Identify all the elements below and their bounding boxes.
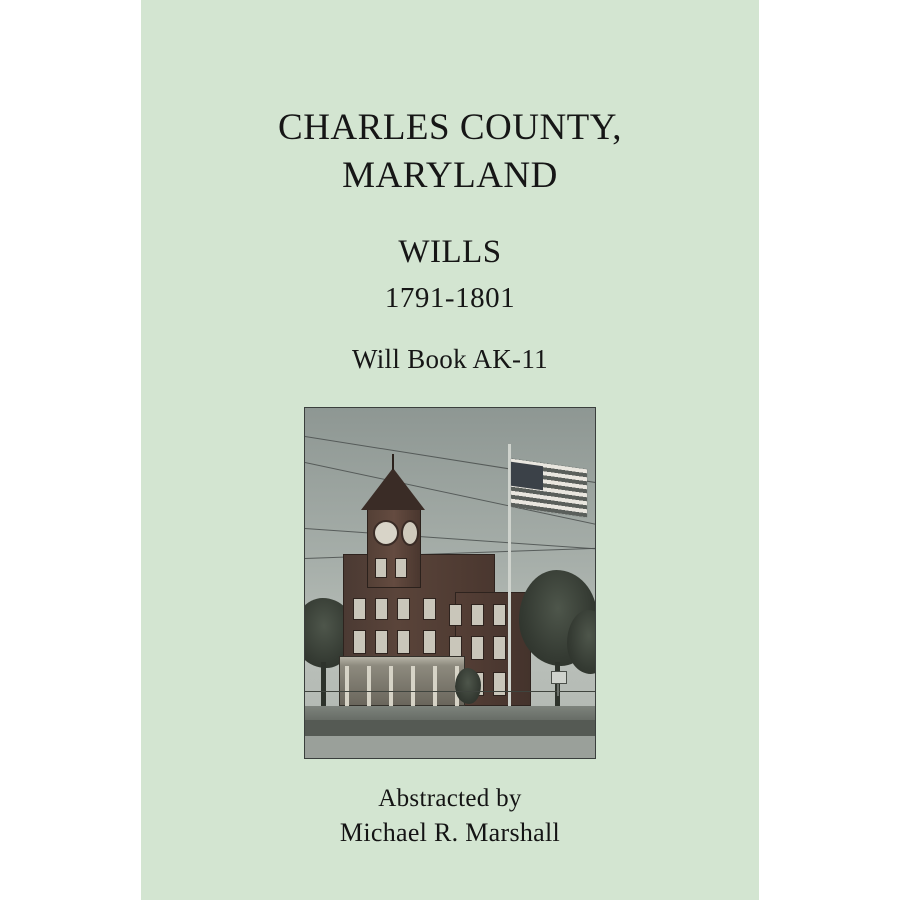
clock-face-icon: [373, 520, 399, 546]
porch-column: [367, 666, 371, 706]
window: [375, 630, 388, 654]
flag-canton: [511, 462, 543, 490]
window: [493, 636, 506, 660]
window: [395, 558, 407, 578]
street-sign-icon: [551, 671, 567, 684]
window: [353, 598, 366, 620]
window: [423, 598, 436, 620]
porch: [339, 656, 465, 706]
courthouse-photograph: [304, 407, 596, 759]
clock-face-icon: [401, 520, 419, 546]
window: [493, 672, 506, 696]
porch-column: [389, 666, 393, 706]
window: [471, 604, 484, 626]
window: [375, 558, 387, 578]
title-block: [141, 0, 759, 377]
sign-post: [557, 683, 559, 696]
window: [449, 604, 462, 626]
tree-trunk-icon: [321, 662, 326, 706]
title-line-1: CHARLES COUNTY,: [278, 107, 622, 148]
porch-column: [433, 666, 437, 706]
window: [397, 598, 410, 620]
window: [471, 636, 484, 660]
subtitle-wills: WILLS: [398, 233, 502, 270]
road-strip: [305, 736, 595, 758]
subtitle-will-book: Will Book AK-11: [352, 344, 548, 374]
subtitle-date-range: 1791-1801: [384, 281, 516, 314]
title-line-2: MARYLAND: [342, 155, 558, 197]
porch-column: [411, 666, 415, 706]
book-cover: [141, 0, 759, 900]
tower-roof: [361, 468, 425, 510]
shrub-icon: [455, 668, 481, 704]
abstracted-by-label: Abstracted by: [378, 784, 522, 812]
window: [423, 630, 436, 654]
credit-block: [340, 785, 560, 848]
fence-line: [305, 691, 595, 692]
window: [353, 630, 366, 654]
window: [397, 630, 410, 654]
author-name: Michael R. Marshall: [339, 817, 561, 847]
tower-spire: [392, 454, 394, 470]
window: [493, 604, 506, 626]
porch-column: [345, 666, 349, 706]
window: [375, 598, 388, 620]
grass-strip: [305, 720, 595, 736]
